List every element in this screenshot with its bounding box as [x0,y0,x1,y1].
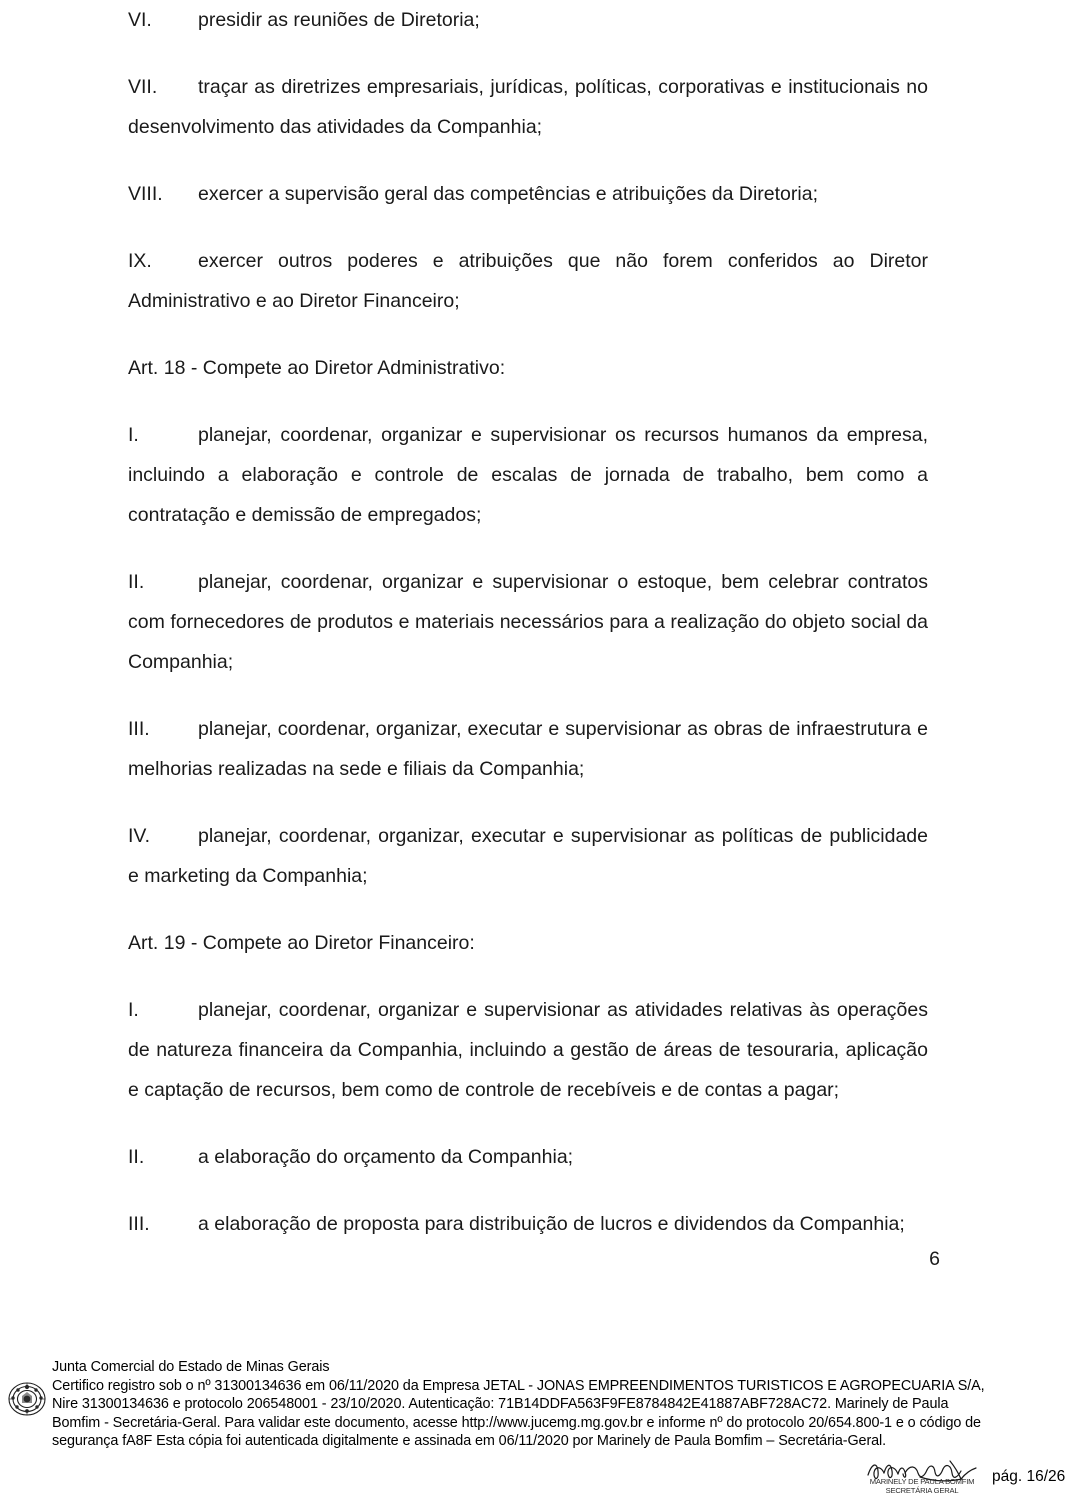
certification-line: Bomfim - Secretária-Geral. Para validar este documento, acesse http://www.jucemg.mg.gov.br e informe nº do protocolo 20/654.800-1 e o código de [52,1414,981,1431]
clause-marker: III. [128,718,150,740]
clause-item [128,67,928,147]
clause-item [128,562,928,682]
clause-marker: I. [128,424,139,446]
clause-item [128,241,928,321]
clause-marker: VI. [128,9,152,31]
clause-marker: III. [128,1213,150,1235]
clause-item [128,1137,928,1177]
document-body [128,0,928,1244]
page-number: 6 [929,1248,940,1270]
clause-marker: IV. [128,825,151,847]
certification-line: Junta Comercial do Estado de Minas Gerais [52,1359,330,1375]
clause-item [128,709,928,789]
certification-text [52,1358,1074,1451]
certification-line: Certifico registro sob o nº 31300134636 em 06/11/2020 da Empresa JETAL - JONAS EMPREENDIMENTOS TURISTICOS E AGROPECUARIA S/A, [52,1377,985,1394]
clause-item [128,990,928,1110]
clause-text: exercer a supervisão geral das competências e atribuições da Diretoria; [198,183,818,205]
clause-marker: VII. [128,76,158,98]
clause-text: presidir as reuniões de Diretoria; [198,9,480,31]
clause-text: planejar, coordenar, organizar e supervisionar o estoque, bem celebrar contratos com fornecedores de produtos e materiais necessários para a realização do objeto social da Companhia; [128,571,928,673]
clause-item [128,415,928,535]
clause-marker: VIII. [128,183,163,205]
signature-stamp [862,1455,982,1499]
clause-text: planejar, coordenar, organizar e supervisionar as atividades relativas às operações de natureza financeira da Companhia, incluindo a gestão de áreas de tesouraria, aplicação e captação de recursos, bem como de controle de recebíveis e de contas a pagar; [128,999,928,1101]
clause-marker: IX. [128,250,152,272]
clause-text: a elaboração de proposta para distribuição de lucros e dividendos da Companhia; [198,1213,905,1235]
certification-line: segurança fA8F Esta cópia foi autenticada digitalmente e assinada em 06/11/2020 por Marinely de Paula Bomfim – Secretária-Geral. [52,1433,887,1450]
clause-text: planejar, coordenar, organizar, executar e supervisionar as obras de infraestrutura e melhorias realizadas na sede e filiais da Companhia; [128,718,928,780]
clause-text: a elaboração do orçamento da Companhia; [198,1146,574,1168]
clause-marker: I. [128,999,139,1021]
clause-text: planejar, coordenar, organizar, executar e supervisionar as políticas de publicidade e marketing da Companhia; [128,825,928,887]
clause-item [128,1204,928,1244]
article-heading-18: Art. 18 - Compete ao Diretor Administrativo: [128,357,506,379]
clause-marker: II. [128,571,145,593]
clause-text: traçar as diretrizes empresariais, jurídicas, políticas, corporativas e institucionais no desenvolvimento das atividades da Companhia; [128,76,928,138]
clause-text: exercer outros poderes e atribuições que não forem conferidos ao Diretor Administrativo e ao Diretor Financeiro; [128,250,928,312]
clause-marker: II. [128,1146,145,1168]
coat-of-arms-seal-icon [4,1376,50,1422]
clause-item [128,0,928,40]
clause-text: planejar, coordenar, organizar e supervisionar os recursos humanos da empresa, incluindo a elaboração e controle de escalas de jornada de trabalho, bem como a contratação e demissão de empregados; [128,424,928,526]
certification-line: Nire 31300134636 e protocolo 206548001 - 23/10/2020. Autenticação: 71B14DDFA563F9FE8784842E41887ABF728AC72. Marinely de Paula [52,1396,949,1413]
clause-item [128,816,928,896]
signature-role: SECRETÁRIA GERAL [885,1486,959,1495]
article-heading-19: Art. 19 - Compete ao Diretor Financeiro: [128,932,475,954]
clause-item [128,174,928,214]
signature-name: MARINELY DE PAULA BOMFIM [869,1477,975,1486]
page-marker-label: pág. 16/26 [992,1468,1066,1485]
